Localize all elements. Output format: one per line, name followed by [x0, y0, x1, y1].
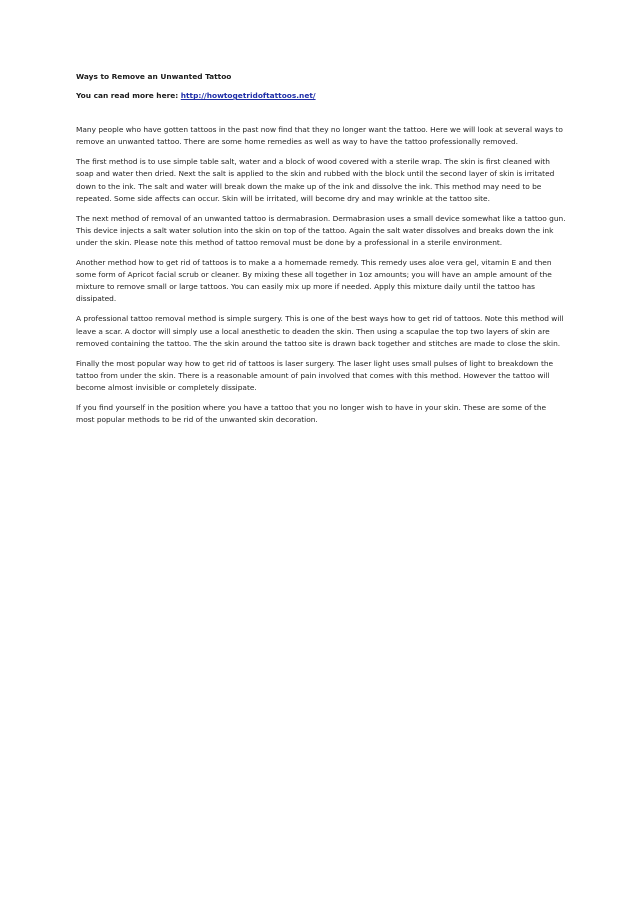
- document-title: Ways to Remove an Unwanted Tattoo: [76, 72, 232, 81]
- document-body: [76, 71, 566, 434]
- paragraph-intro: Many people who have gotten tattoos in the past now find that they no longer want the tattoo. Here we will look at several ways to remove an unwanted tattoo. There are some home remedies as well as way to have the tattoo professionally removed.: [76, 125, 563, 147]
- paragraph-dermabrasion: The next method of removal of an unwanted tattoo is dermabrasion. Dermabrasion uses a small device somewhat like a tattoo gun. This device injects a salt water solution into the skin on top of the tattoo. Again the salt water dissolves and breaks down the ink under the skin. Please note this method of tattoo removal must be done by a professional in a sterile environment.: [76, 213, 566, 247]
- paragraph-laser-surgery: Finally the most popular way how to get rid of tattoos is laser surgery. The laser light uses small pulses of light to breakdown the tattoo from under the skin. There is a reasonable amount of pain involved that comes with this method. However the tattoo will become almost invisible or completely dissipate.: [76, 358, 554, 392]
- paragraph-salt-method: The first method is to use simple table salt, water and a block of wood covered with a sterile wrap. The skin is first cleaned with soap and water then dried. Next the salt is applied to the skin and rubbed with the block until the second layer of skin is irritated down to the ink. The salt and water will break down the make up of the ink and dissolve the ink. This method may need to be repeated. Some side affects can occur. Skin will be irritated, will become dry and may wrinkle at the tattoo site.: [76, 157, 555, 203]
- read-more-prefix: You can read more here:: [76, 91, 181, 101]
- read-more-line: [76, 90, 566, 102]
- read-more-link[interactable]: http://howtogetridoftattoos.net/: [180, 91, 316, 101]
- paragraph-surgery: A professional tattoo removal method is simple surgery. This is one of the best ways how to get rid of tattoos. Note this method will leave a scar. A doctor will simply use a local anesthetic to deaden the skin. Then using a scapulae the top two layers of skin are removed containing the tattoo. The the skin around the tattoo site is drawn back together and stitches are made to close the skin.: [76, 314, 564, 348]
- paragraph-conclusion: If you find yourself in the position where you have a tattoo that you no longer wish to have in your skin. These are some of the most popular methods to be rid of the unwanted skin decoration.: [76, 402, 547, 425]
- paragraph-homemade-remedy: Another method how to get rid of tattoos is to make a a homemade remedy. This remedy uses aloe vera gel, vitamin E and then some form of Apricot facial scrub or cleaner. By mixing these all together in 1oz amounts; you will have an ample amount of the mixture to remove small or large tattoos. You can easily mix up more if needed. Apply this mixture daily until the tattoo has dissipated.: [76, 258, 552, 304]
